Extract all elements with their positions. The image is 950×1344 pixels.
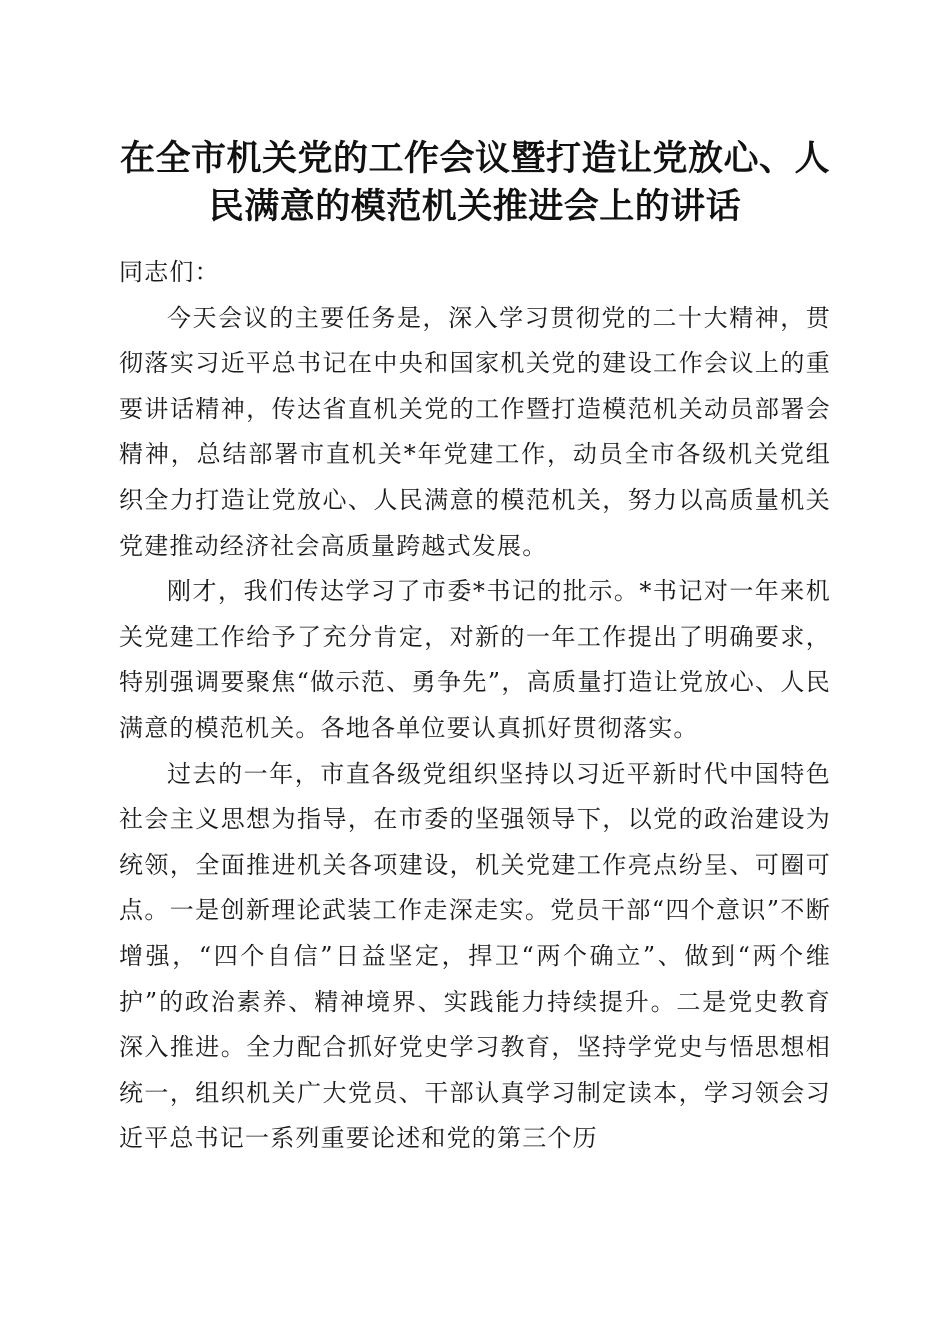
document-body xyxy=(119,250,831,1162)
paragraph-2: 刚才，我们传达学习了市委*书记的批示。*书记对一年来机关党建工作给予了充分肯定，对新的一年工作提出了明确要求，特别强调要聚焦“做示范、勇争先”，高质量打造让党放心、人民满意的模范机关。各地各单位要认真抓好贯彻落实。 xyxy=(119,577,831,742)
salutation: 同志们： xyxy=(119,258,220,286)
paragraph-1: 今天会议的主要任务是，深入学习贯彻党的二十大精神，贯彻落实习近平总书记在中央和国家机关党的建设工作会议上的重要讲话精神，传达省直机关党的工作暨打造模范机关动员部署会精神，总结部署市直机关*年党建工作，动员全市各级机关党组织全力打造让党放心、人民满意的模范机关，努力以高质量机关党建推动经济社会高质量跨越式发展。 xyxy=(119,303,831,560)
paragraph-3: 过去的一年，市直各级党组织坚持以习近平新时代中国特色社会主义思想为指导，在市委的坚强领导下，以党的政治建设为统领，全面推进机关各项建设，机关党建工作亮点纷呈、可圈可点。一是创新理论武装工作走深走实。党员干部“四个意识”不断增强，“四个自信”日益坚定，捍卫“两个确立”、做到“两个维护”的政治素养、精神境界、实践能力持续提升。二是党史教育深入推进。全力配合抓好党史学习教育，坚持学党史与悟思想相统一，组织机关广大党员、干部认真学习制定读本，学习领会习近平总书记一系列重要论述和党的第三个历 xyxy=(119,759,831,1153)
document-title: 在全市机关党的工作会议暨打造让党放心、人民满意的模范机关推进会上的讲话 xyxy=(119,138,830,227)
